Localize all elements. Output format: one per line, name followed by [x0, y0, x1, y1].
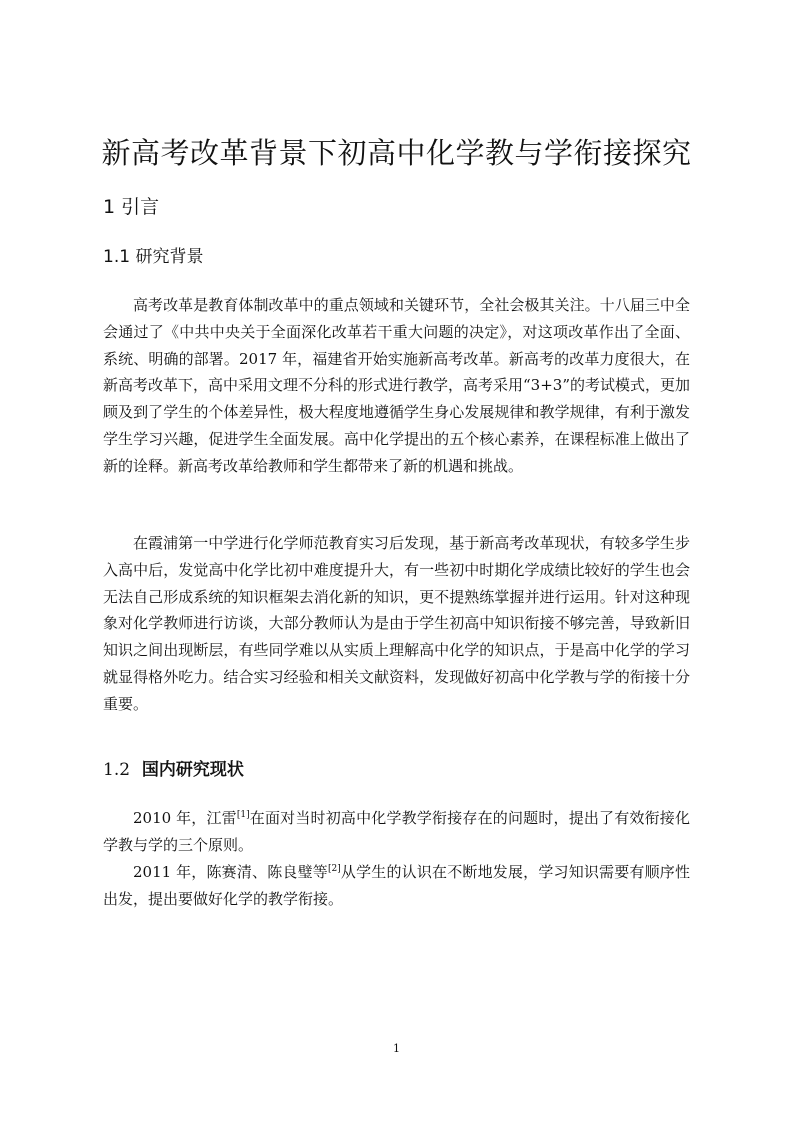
paragraph-text: 2010 年，江雷	[133, 809, 237, 827]
subsection-heading-background: 1.1 研究背景	[103, 247, 204, 267]
subsection-title: 国内研究现状	[141, 760, 244, 780]
background-paragraph-1: 高考改革是教育体制改革中的重点领域和关键环节，全社会极其关注。十八届三中全会通过了《中共中央关于全面深化改革若干重大问题的决定》，对这项改革作出了全面、系统、明确的部署。2017 年，福建省开始实施新高考改革。新高考的改革力度很大，在新高考改革下，高中采用文理不分科的形式进行教学，高考采用“3+3”的考试模式，更加顾及到了学生的个体差异性，极大程度地遵循学生身心发展规律和教学规律，有利于激发学生学习兴趣，促进学生全面发展。高中化学提出的五个核心素养，在课程标准上做出了新的诠释。新高考改革给教师和学生都带来了新的机遇和挑战。	[103, 296, 690, 475]
citation-ref[interactable]: [2]	[327, 864, 341, 874]
domestic-research-paragraph-2	[103, 859, 690, 913]
citation-ref[interactable]: [1]	[236, 810, 250, 820]
background-paragraph-2: 在霞浦第一中学进行化学师范教育实习后发现，基于新高考改革现状，有较多学生步入高中后，发觉高中化学比初中难度提升大，有一些初中时期化学成绩比较好的学生也会无法自己形成系统的知识框架去消化新的知识，更不提熟练掌握并进行运用。针对这种现象对化学教师进行访谈，大部分教师认为是由于学生初高中知识衔接不够完善，导致新旧知识之间出现断层，有些同学难以从实质上理解高中化学的知识点，于是高中化学的学习就显得格外吃力。结合实习经验和相关文献资料，发现做好初高中化学教与学的衔接十分重要。	[103, 534, 690, 713]
paragraph-text: 2011 年，陈赛清、陈良璧等	[133, 863, 328, 881]
section-heading-introduction: 1 引言	[103, 196, 160, 218]
subsection-number: 1.2	[103, 760, 131, 780]
paragraph-text: 在面对当时初高中化学教学衔接存在的问题时，提出了有效衔接化学教与学的三个原则。	[103, 809, 690, 854]
paragraph-text: 从学生的认识在不断地发展，学习知识需要有顺序性出发，提出要做好化学的教学衔接。	[103, 863, 690, 908]
page-number: 1	[393, 1042, 400, 1055]
document-title: 新高考改革背景下初高中化学教与学衔接探究	[101, 136, 692, 170]
domestic-research-paragraph-1	[103, 805, 690, 859]
subsection-heading-domestic-research	[103, 757, 244, 783]
